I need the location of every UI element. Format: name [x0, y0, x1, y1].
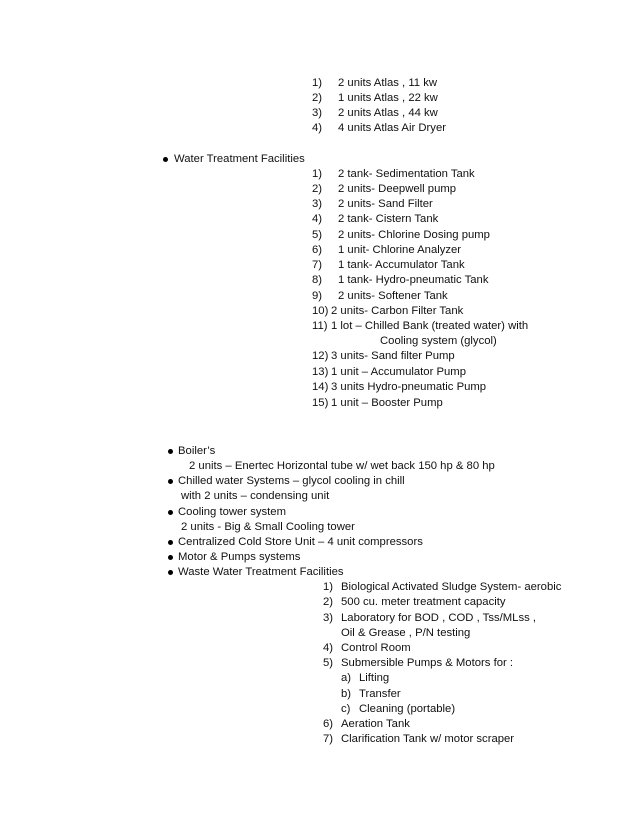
list-item-continuation: Oil & Grease , P/N testing [341, 627, 471, 639]
list-item: 9) 2 units- Softener Tank [312, 290, 448, 302]
bullet-icon [168, 449, 173, 454]
list-item: 7) Clarification Tank w/ motor scraper [323, 733, 515, 745]
chilled-water-detail: with 2 units – condensing unit [181, 490, 330, 502]
list-item: 2) 1 units Atlas , 22 kw [312, 92, 438, 104]
list-item: 2) 2 units- Deepwell pump [312, 183, 457, 195]
list-item: 1) Biological Activated Sludge System- aerobic [323, 581, 562, 593]
chilled-water-heading: Chilled water Systems – glycol cooling in chill [178, 475, 405, 487]
list-item: 6) Aeration Tank [323, 718, 410, 730]
cooling-tower-detail: 2 units - Big & Small Cooling tower [181, 521, 355, 533]
list-item: 1) 2 tank- Sedimentation Tank [312, 168, 475, 180]
list-item: 10) 2 units- Carbon Filter Tank [312, 305, 464, 317]
list-item: 11) 1 lot – Chilled Bank (treated water) with [312, 320, 529, 332]
waste-water-heading: Waste Water Treatment Facilities [178, 566, 344, 578]
list-item: 5) 2 units- Chlorine Dosing pump [312, 229, 490, 241]
list-item: 8) 1 tank- Hydro-pneumatic Tank [312, 274, 489, 286]
list-item: 14) 3 units Hydro-pneumatic Pump [312, 381, 487, 393]
list-item: 13) 1 unit – Accumulator Pump [312, 366, 467, 378]
list-item: 7) 1 tank- Accumulator Tank [312, 259, 465, 271]
boilers-detail: 2 units – Enertec Horizontal tube w/ wet back 150 hp & 80 hp [189, 460, 495, 472]
list-item: 4) 4 units Atlas Air Dryer [312, 122, 446, 134]
bullet-icon [163, 157, 168, 162]
bullet-icon [168, 479, 173, 484]
bullet-icon [168, 555, 173, 560]
list-item: 5) Submersible Pumps & Motors for : [323, 657, 514, 669]
list-item: 3) 2 units- Sand Filter [312, 198, 433, 210]
list-item: 2) 500 cu. meter treatment capacity [323, 596, 506, 608]
bullet-icon [168, 510, 173, 515]
section-heading: Water Treatment Facilities [174, 153, 305, 165]
sub-list-item: b) Transfer [341, 688, 401, 700]
bullet-icon [168, 570, 173, 575]
cold-store-heading: Centralized Cold Store Unit – 4 unit compressors [178, 536, 423, 548]
list-item: 4) 2 tank- Cistern Tank [312, 213, 439, 225]
list-item: 15) 1 unit – Booster Pump [312, 397, 443, 409]
list-item: 4) Control Room [323, 642, 411, 654]
sub-list-item: c) Cleaning (portable) [341, 703, 456, 715]
boilers-heading: Boiler’s [178, 445, 216, 457]
list-item: 12) 3 units- Sand filter Pump [312, 350, 455, 362]
motor-pumps-heading: Motor & Pumps systems [178, 551, 301, 563]
list-item: 3) 2 units Atlas , 44 kw [312, 107, 438, 119]
list-item-continuation: Cooling system (glycol) [380, 335, 497, 347]
list-item: 6) 1 unit- Chlorine Analyzer [312, 244, 462, 256]
cooling-tower-heading: Cooling tower system [178, 506, 286, 518]
list-item: 3) Laboratory for BOD , COD , Tss/MLss , [323, 612, 537, 624]
list-item: 1) 2 units Atlas , 11 kw [312, 77, 438, 89]
bullet-icon [168, 540, 173, 545]
sub-list-item: a) Lifting [341, 672, 390, 684]
